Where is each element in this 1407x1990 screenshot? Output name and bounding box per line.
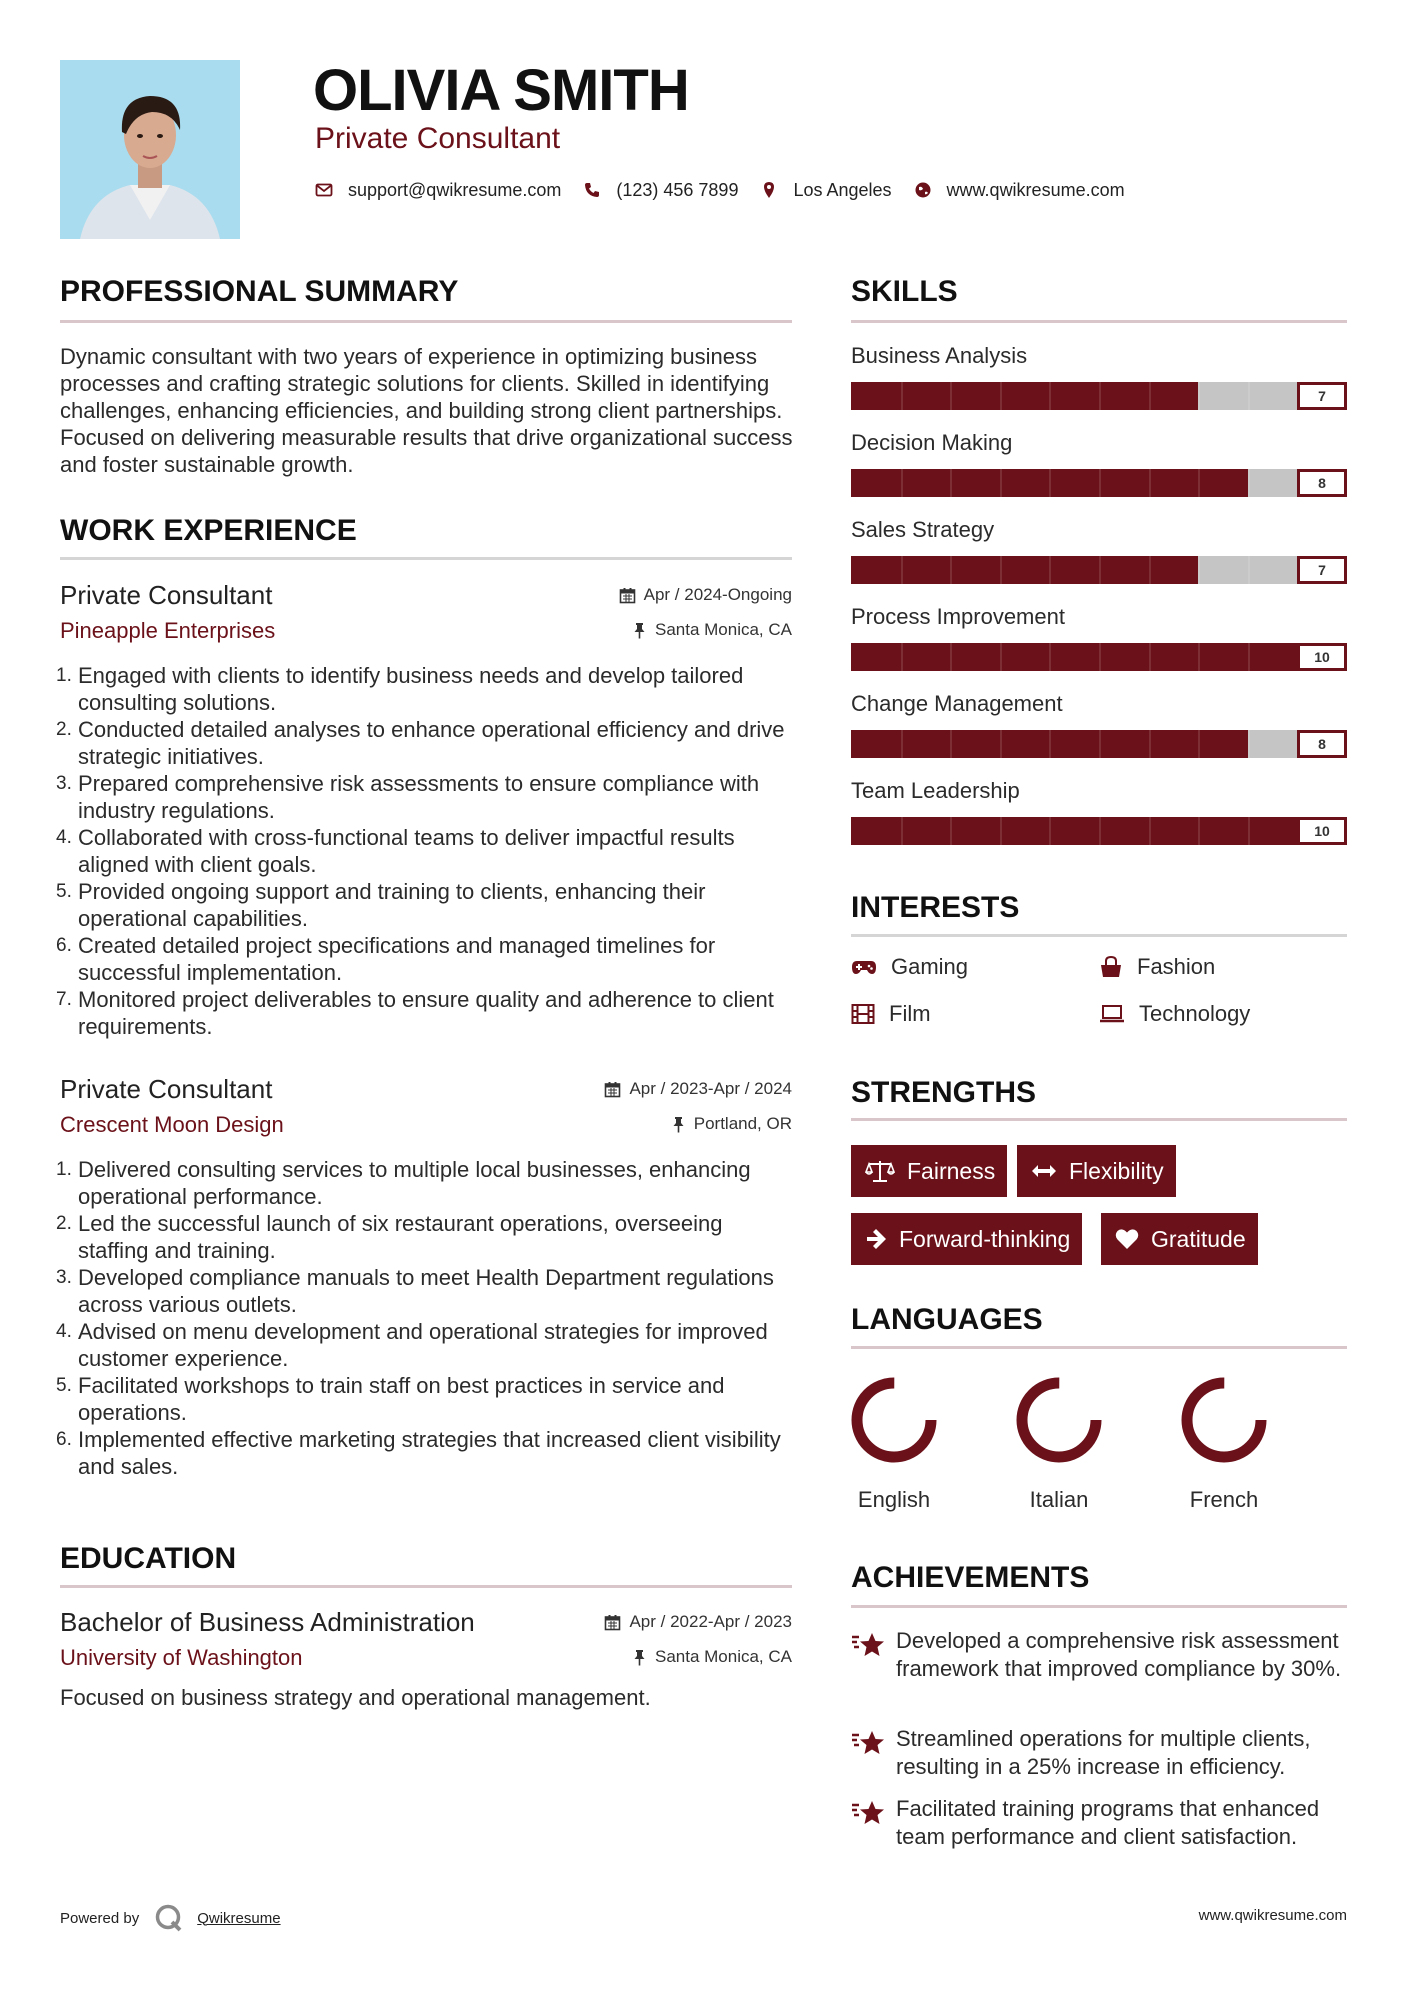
education-date-text: Apr / 2022-Apr / 2023 [629, 1612, 792, 1631]
education-divider [60, 1585, 792, 1588]
skill-label: Change Management [851, 691, 1063, 716]
strength-badge [1017, 1145, 1176, 1197]
avatar-illustration [60, 60, 240, 239]
skill-bar-segment [1099, 556, 1101, 584]
list-item: 2. Conducted detailed analyses to enhance operational efficiency and drive strategic initiatives. [56, 717, 785, 769]
arrows-horizontal-icon [1031, 1164, 1057, 1178]
interest-label: Gaming [891, 954, 969, 979]
star-award-icon [851, 1799, 885, 1827]
skill-bar-segment [1248, 730, 1250, 758]
job-company: Pineapple Enterprises [60, 618, 276, 643]
powered-by-label: Powered by [60, 1909, 140, 1927]
skill-label: Sales Strategy [851, 517, 995, 542]
education-location [632, 1647, 792, 1667]
list-item: 6. Created detailed project specifications and managed timelines for successful implementation. [56, 933, 716, 985]
footer-website[interactable]: www.qwikresume.com [1198, 1907, 1347, 1924]
candidate-title: Private Consultant [315, 122, 561, 155]
job-entry [56, 580, 792, 1039]
skill-bar-segment [950, 643, 952, 671]
achievement-text: Developed a comprehensive risk assessment framework that improved compliance by 30%. [896, 1628, 1342, 1681]
list-item: 4. Collaborated with cross-functional teams to deliver impactful results aligned with client goals. [56, 825, 735, 877]
skill-bar-segment [950, 817, 952, 845]
skill-bar-segment [1049, 556, 1051, 584]
list-item: 3. Developed compliance manuals to meet Health Department regulations across various outlets. [56, 1265, 774, 1317]
skill-level-value: 8 [1297, 730, 1347, 758]
calendar-icon [604, 1081, 621, 1098]
skill-bar-segment [1099, 643, 1101, 671]
language-proficiency-ring [834, 1372, 954, 1472]
skill-bar-segment [1149, 643, 1151, 671]
language-item [1164, 1372, 1284, 1512]
arrow-right-icon [865, 1228, 887, 1250]
job-bullets [56, 662, 795, 1040]
star-award-icon [851, 1729, 885, 1757]
skill-bar-segment [1198, 556, 1200, 584]
job-company: Crescent Moon Design [60, 1112, 284, 1137]
skill-bar-segment [901, 556, 903, 584]
education-date [604, 1612, 792, 1632]
skill-bar-segment [1149, 382, 1151, 410]
job-location-text: Portland, OR [693, 1114, 792, 1133]
interest-label: Fashion [1137, 954, 1216, 979]
summary-divider [60, 320, 792, 323]
skill-bar [851, 382, 1347, 410]
skill-level-value: 7 [1297, 556, 1347, 584]
skill-bar-segment [1149, 817, 1151, 845]
skill-bar-segment [901, 817, 903, 845]
strength-label: Gratitude [1151, 1225, 1246, 1252]
skill-bar-segment [1149, 469, 1151, 497]
job-entry [56, 1074, 792, 1479]
job-title: Private Consultant [60, 580, 273, 610]
interest-label: Film [889, 1001, 931, 1026]
job-location-text: Santa Monica, CA [654, 620, 792, 639]
language-proficiency-arc [1187, 1383, 1261, 1457]
education-location-text: Santa Monica, CA [654, 1647, 792, 1666]
experience-divider [60, 557, 792, 560]
qwikresume-logo-icon [153, 1903, 187, 1933]
contact-website[interactable]: www.qwikresume.com [946, 179, 1125, 200]
skill-bar-fill [851, 556, 1198, 584]
strength-label: Forward-thinking [899, 1225, 1071, 1252]
skill-bar-segment [1000, 817, 1002, 845]
skill-bar-segment [901, 730, 903, 758]
interest-item [1099, 954, 1215, 980]
skill-bar-segment [1049, 469, 1051, 497]
strength-label: Fairness [907, 1157, 996, 1184]
contact-bar [315, 178, 1147, 202]
globe-icon [914, 181, 932, 199]
skill-bar-segment [950, 469, 952, 497]
education-entry [60, 1607, 792, 1671]
language-name: Italian [1029, 1487, 1089, 1512]
skill-bar [851, 730, 1347, 758]
experience-heading: WORK EXPERIENCE [60, 514, 357, 547]
strengths-divider [851, 1118, 1347, 1121]
pushpin-icon [632, 1649, 647, 1666]
brand-link[interactable]: Qwikresume [197, 1909, 281, 1927]
job-location [671, 1114, 792, 1134]
language-proficiency-ring [1164, 1372, 1284, 1472]
interest-item [851, 954, 968, 980]
achievements-heading: ACHIEVEMENTS [851, 1561, 1090, 1594]
skill-bar-segment [1198, 643, 1200, 671]
strength-badge [1101, 1213, 1258, 1265]
summary-heading: PROFESSIONAL SUMMARY [60, 275, 459, 308]
skill-bar-segment [1049, 643, 1051, 671]
skill-bar-segment [901, 469, 903, 497]
shopping-bag-icon [1099, 956, 1123, 978]
skill-bar-segment [1099, 817, 1101, 845]
skill-label: Decision Making [851, 430, 1013, 455]
skill-label: Team Leadership [851, 778, 1020, 803]
job-date [619, 585, 792, 605]
star-award-icon [851, 1631, 885, 1659]
skill-bar [851, 469, 1347, 497]
achievements-divider [851, 1605, 1347, 1608]
skill-bar-segment [1248, 382, 1250, 410]
list-item: 7. Monitored project deliverables to ensure quality and adherence to client requirements. [56, 987, 774, 1039]
list-item: 2. Led the successful launch of six restaurant operations, overseeing staffing and training. [56, 1211, 723, 1263]
summary-text: Dynamic consultant with two years of experience in optimizing business processes and crafting strategic solutions for clients. Skilled in identifying challenges, enhancing efficiencies, and building strong client partnerships. Focused on delivering measurable results that drive organizational success and foster sustainable growth. [60, 344, 793, 477]
list-item: 1. Delivered consulting services to multiple local businesses, enhancing operational performance. [56, 1157, 751, 1209]
skill-level-value: 7 [1297, 382, 1347, 410]
skill-bar-segment [1198, 382, 1200, 410]
list-item: 6. Implemented effective marketing strategies that increased client visibility and sales. [56, 1427, 781, 1479]
skills-divider [851, 320, 1347, 323]
skill-bar-segment [950, 730, 952, 758]
skill-bar [851, 817, 1347, 845]
job-location [632, 620, 792, 640]
language-proficiency-arc [1022, 1383, 1096, 1457]
interest-item [1099, 1001, 1250, 1027]
skill-bar [851, 643, 1347, 671]
skill-bar-segment [1149, 556, 1151, 584]
education-description: Focused on business strategy and operational management. [60, 1685, 651, 1710]
skill-bar-segment [901, 382, 903, 410]
contact-location: Los Angeles [793, 179, 892, 200]
skill-bar-segment [1000, 556, 1002, 584]
language-item [834, 1372, 954, 1512]
profile-photo [60, 60, 240, 239]
interest-label: Technology [1139, 1001, 1251, 1026]
skill-bar-segment [1049, 382, 1051, 410]
list-item: 1. Engaged with clients to identify business needs and develop tailored consulting solutions. [56, 663, 744, 715]
skill-bar-segment [1198, 817, 1200, 845]
list-item: 3. Prepared comprehensive risk assessments to ensure compliance with industry regulations. [56, 771, 760, 823]
laptop-icon [1099, 1004, 1125, 1024]
footer-powered-by [60, 1903, 281, 1933]
list-item: 5. Facilitated workshops to train staff on best practices in service and operations. [56, 1373, 725, 1425]
job-bullets [56, 1156, 795, 1480]
candidate-name: OLIVIA SMITH [313, 58, 689, 123]
skill-bar-segment [1000, 469, 1002, 497]
interests-divider [851, 934, 1347, 937]
skill-bar-fill [851, 382, 1198, 410]
job-title: Private Consultant [60, 1074, 273, 1104]
skill-bar-segment [1198, 469, 1200, 497]
list-item: 4. Advised on menu development and operational strategies for improved customer experience. [56, 1319, 768, 1371]
education-heading: EDUCATION [60, 1542, 237, 1575]
interest-item [851, 1001, 931, 1027]
achievement-text: Streamlined operations for multiple clients, resulting in a 25% increase in efficiency. [896, 1726, 1311, 1779]
calendar-icon [604, 1614, 621, 1631]
school-name: University of Washington [60, 1645, 303, 1670]
strength-badge [851, 1213, 1082, 1265]
contact-email[interactable]: support@qwikresume.com [348, 179, 562, 200]
skill-bar-segment [1049, 817, 1051, 845]
pushpin-icon [632, 622, 647, 639]
interests-heading: INTERESTS [851, 891, 1020, 924]
language-proficiency-arc [857, 1383, 931, 1457]
gamepad-icon [851, 958, 877, 976]
skill-bar [851, 556, 1347, 584]
envelope-icon [315, 181, 333, 199]
strengths-heading: STRENGTHS [851, 1076, 1037, 1109]
skill-label: Business Analysis [851, 343, 1028, 368]
skill-bar-segment [1248, 556, 1250, 584]
job-date-text: Apr / 2023-Apr / 2024 [629, 1079, 792, 1098]
heart-icon [1115, 1228, 1139, 1250]
languages-heading: LANGUAGES [851, 1303, 1043, 1336]
pushpin-icon [671, 1116, 686, 1133]
language-proficiency-ring [999, 1372, 1119, 1472]
skill-bar-segment [1248, 643, 1250, 671]
skills-heading: SKILLS [851, 275, 958, 308]
job-date-text: Apr / 2024-Ongoing [643, 585, 792, 604]
skill-bar-segment [950, 556, 952, 584]
strength-label: Flexibility [1069, 1157, 1164, 1184]
skill-level-value: 10 [1297, 817, 1347, 845]
language-name: French [1189, 1487, 1259, 1512]
achievement-text: Facilitated training programs that enhanced team performance and client satisfaction. [896, 1796, 1320, 1849]
job-date [604, 1079, 792, 1099]
skill-bar-segment [1049, 730, 1051, 758]
strength-badge [851, 1145, 1007, 1197]
map-pin-icon [760, 181, 778, 199]
skill-bar-segment [1248, 469, 1250, 497]
skill-bar-segment [1099, 730, 1101, 758]
skill-level-value: 10 [1297, 643, 1347, 671]
skill-label: Process Improvement [851, 604, 1065, 629]
balance-scale-icon [865, 1159, 895, 1183]
language-name: English [857, 1487, 931, 1512]
skill-bar-segment [950, 382, 952, 410]
list-item: 5. Provided ongoing support and training to clients, enhancing their operational capabilities. [56, 879, 706, 931]
phone-icon [583, 181, 601, 199]
skill-bar-segment [1099, 469, 1101, 497]
contact-phone[interactable]: (123) 456 7899 [616, 179, 739, 200]
skill-bar-segment [1198, 730, 1200, 758]
skill-bar-segment [1000, 643, 1002, 671]
degree-title: Bachelor of Business Administration [60, 1607, 475, 1637]
film-icon [851, 1003, 875, 1025]
calendar-icon [619, 587, 636, 604]
skill-bar-segment [1000, 730, 1002, 758]
skill-bar-segment [1099, 382, 1101, 410]
languages-divider [851, 1346, 1347, 1349]
skill-bar-segment [1149, 730, 1151, 758]
language-item [999, 1372, 1119, 1512]
skill-level-value: 8 [1297, 469, 1347, 497]
skill-bar-segment [1248, 817, 1250, 845]
skill-bar-segment [1000, 382, 1002, 410]
skill-bar-segment [901, 643, 903, 671]
